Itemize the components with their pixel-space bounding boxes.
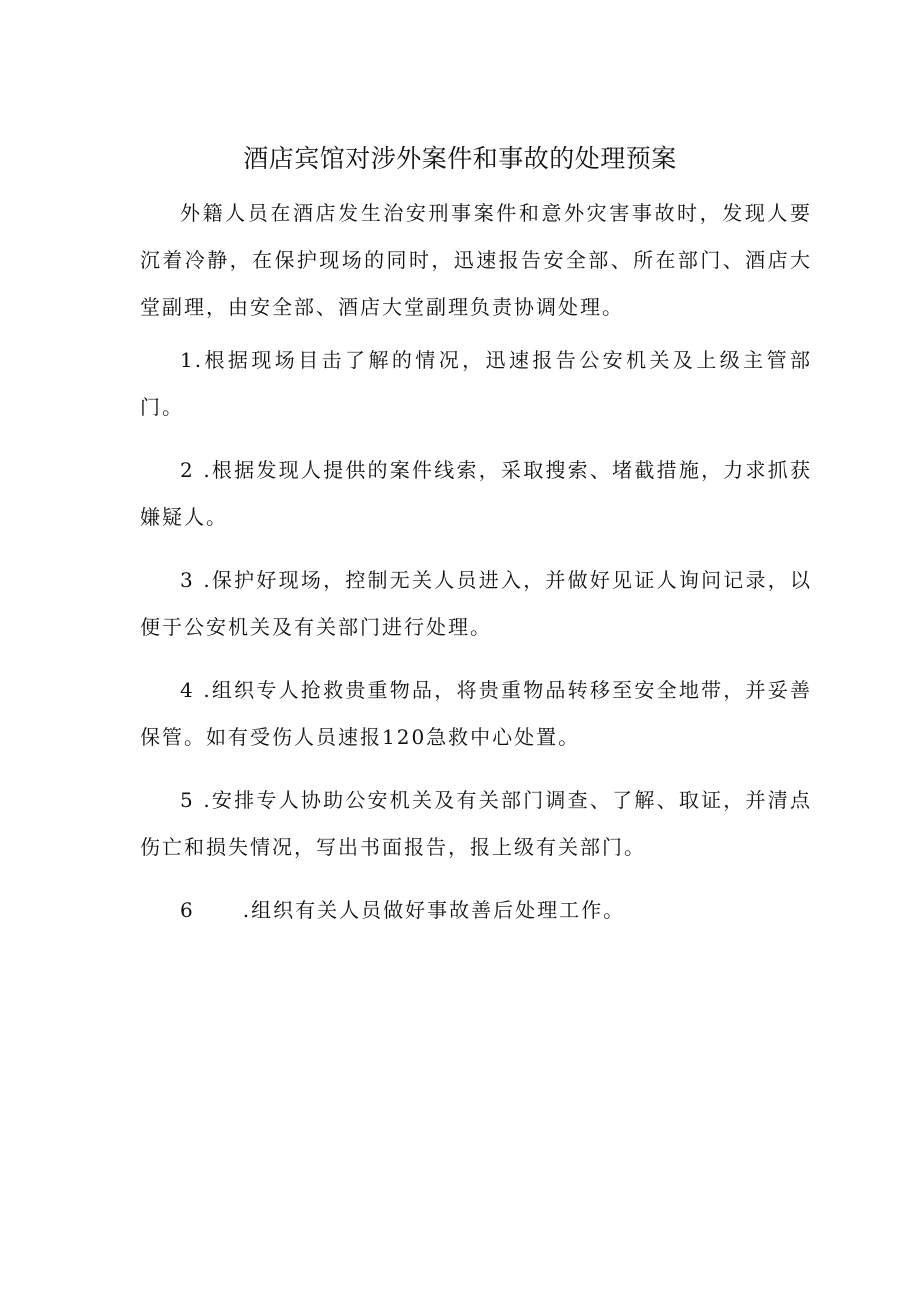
list-item bbox=[140, 337, 812, 431]
list-item bbox=[140, 557, 812, 651]
item-text: 组织专人抢救贵重物品，将贵重物品转移至安全地带，并妥善保管。如有受伤人员速报120急救中心处置。 bbox=[140, 678, 813, 749]
list-item bbox=[140, 887, 812, 934]
item-number: 6 bbox=[180, 898, 195, 922]
item-number: 3 . bbox=[180, 568, 212, 592]
list-item bbox=[140, 777, 812, 871]
document-title: 酒店宾馆对涉外案件和事故的处理预案 bbox=[243, 144, 677, 173]
item-number: 5 . bbox=[180, 788, 212, 812]
item-text: 根据发现人提供的案件线索，采取搜索、堵截措施，力求抓获嫌疑人。 bbox=[140, 458, 813, 529]
list-item bbox=[140, 667, 812, 761]
item-text: .组织有关人员做好事故善后处理工作。 bbox=[242, 898, 626, 922]
item-text: 安排专人协助公安机关及有关部门调查、了解、取证，并清点伤亡和损失情况，写出书面报告，报上级有关部门。 bbox=[140, 788, 813, 859]
item-text: 根据现场目击了解的情况，迅速报告公安机关及上级主管部门。 bbox=[140, 348, 812, 419]
item-number: 1. bbox=[180, 348, 204, 372]
item-number: 4 . bbox=[180, 678, 212, 702]
item-number: 2 . bbox=[180, 458, 212, 482]
item-text: 保护好现场，控制无关人员进入，并做好见证人询问记录，以便于公安机关及有关部门进行处理。 bbox=[140, 568, 813, 639]
list-item bbox=[140, 447, 812, 541]
document-body bbox=[140, 190, 812, 950]
intro-paragraph: 外籍人员在酒店发生治安刑事案件和意外灾害事故时，发现人要沉着冷静，在保护现场的同时，迅速报告安全部、所在部门、酒店大堂副理，由安全部、酒店大堂副理负责协调处理。 bbox=[140, 201, 812, 319]
